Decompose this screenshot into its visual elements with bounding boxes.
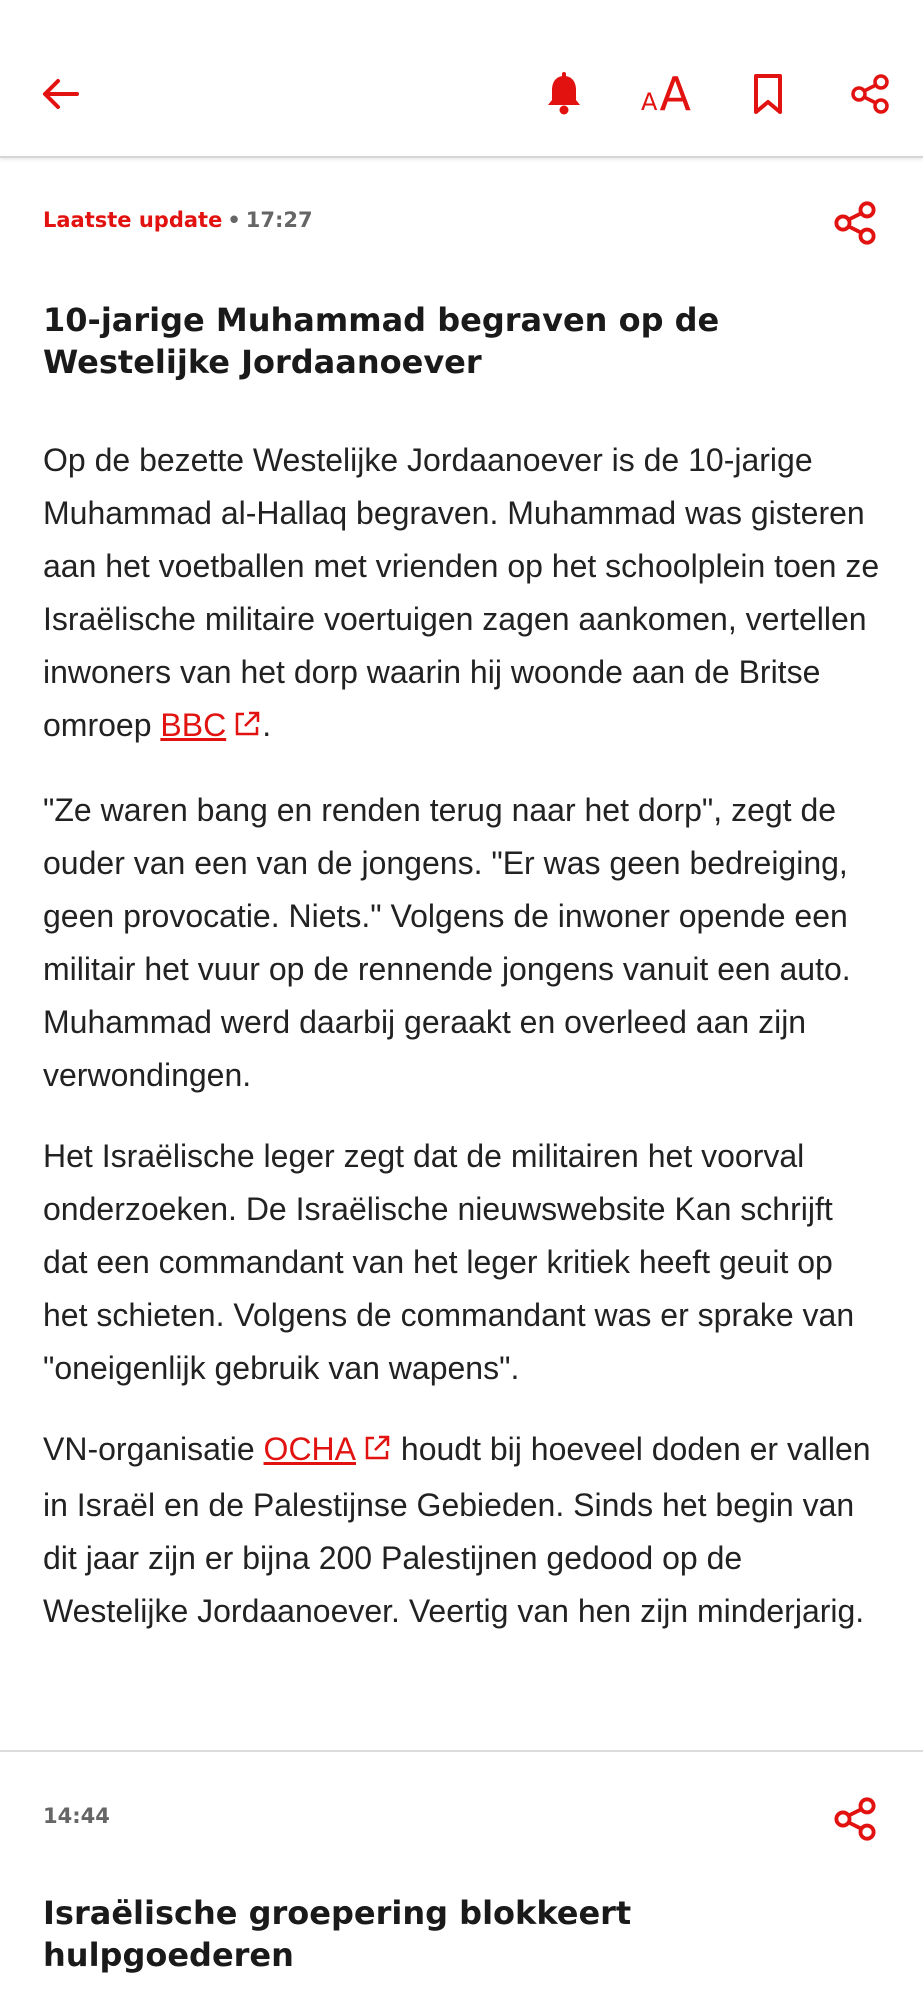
external-link-icon[interactable] — [232, 702, 262, 755]
bell-icon[interactable] — [540, 70, 588, 118]
update-time: 14:44 — [43, 1804, 110, 1828]
latest-update-label: Laatste update — [43, 208, 223, 232]
font-size-small-label: A — [641, 88, 658, 116]
update-meta — [43, 1804, 881, 1828]
update-headline: Israëlische groepering blokkeert hulpgoederen — [43, 1894, 632, 1974]
external-link-icon[interactable] — [362, 1426, 392, 1479]
ocha-link[interactable]: OCHA — [263, 1431, 356, 1467]
back-arrow-icon[interactable] — [36, 70, 84, 118]
article-paragraph — [43, 434, 881, 755]
update-meta — [43, 208, 881, 232]
paragraph-end: . — [262, 707, 272, 743]
divider — [0, 1750, 923, 1752]
update-headline: 10-jarige Muhammad begraven op de Westelijke Jordaanoever — [43, 301, 720, 381]
meta-separator: • — [227, 208, 241, 232]
paragraph-text: VN-organisatie — [43, 1431, 264, 1467]
paragraph-text: Op de bezette Westelijke Jordaanoever is de 10-jarige Muhammad al-Hallaq begraven. Muhammad was gisteren aan het voetballen met vrienden op het schoolplein toen ze Israëlische militaire voertuigen zagen aankomen, vertellen inwoners van het dorp waarin hij woonde aan de Britse omroep — [43, 442, 880, 743]
top-app-bar — [0, 0, 923, 158]
update-time: 17:27 — [245, 208, 313, 232]
share-icon[interactable] — [830, 1794, 880, 1844]
article-paragraph: Het Israëlische leger zegt dat de militairen het voorval onderzoeken. De Israëlische nieuwswebsite Kan schrijft dat een commandant van het leger kritiek heeft geuit op het schieten. Volgens de commandant was er sprake van "oneigenlijk gebruik van wapens". — [43, 1138, 855, 1386]
article-paragraph — [43, 1423, 881, 1638]
font-size-large-label: A — [659, 67, 691, 121]
share-icon[interactable] — [846, 70, 894, 118]
bookmark-icon[interactable] — [744, 70, 792, 118]
live-update-entry — [43, 208, 881, 232]
live-update-entry — [43, 1804, 881, 1828]
article-paragraph: "Ze waren bang en renden terug naar het dorp", zegt de ouder van een van de jongens. "Er was geen bedreiging, geen provocatie. Niets." Volgens de inwoner opende een militair het vuur op de rennende jongens vanuit een auto. Muhammad werd daarbij geraakt en overleed aan zijn verwondingen. — [43, 792, 851, 1093]
share-icon[interactable] — [830, 198, 880, 248]
bbc-link[interactable]: BBC — [160, 707, 227, 743]
font-size-icon[interactable] — [638, 67, 694, 121]
paragraph-text: houdt bij hoeveel doden er vallen in Israël en de Palestijnse Gebieden. Sinds het begin van dit jaar zijn er bijna 200 Palestijnen gedood op de Westelijke Jordaanoever. Veertig van hen zijn minderjarig. — [43, 1431, 871, 1629]
